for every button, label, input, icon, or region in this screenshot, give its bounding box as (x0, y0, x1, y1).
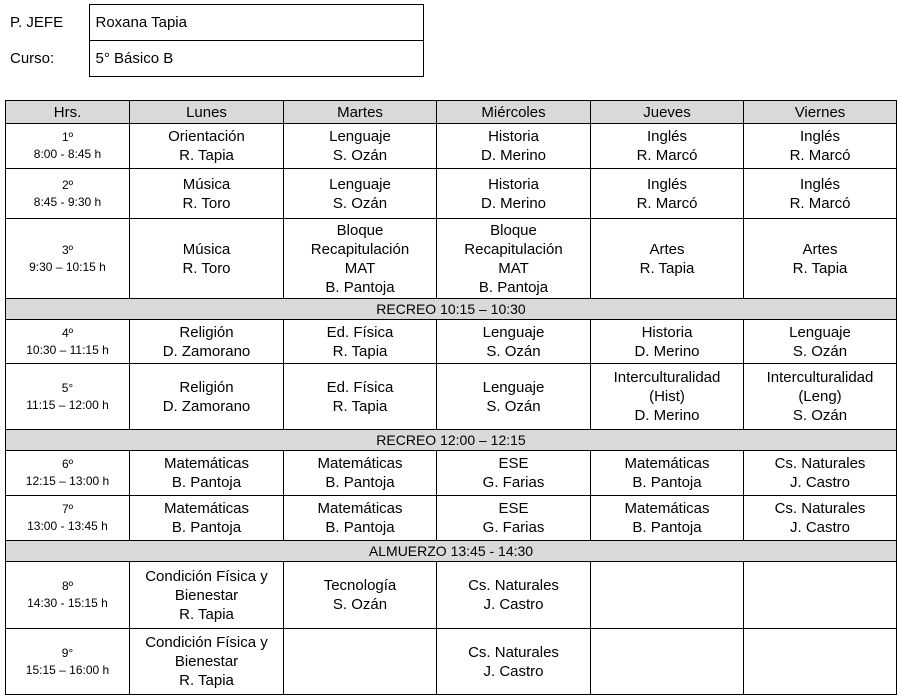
class-cell-line: S. Ozán (792, 407, 848, 424)
period-time: 15:15 – 16:00 h (25, 662, 110, 677)
class-cell-line: Cs. Naturales (774, 455, 866, 472)
class-cell-line: B. Pantoja (478, 278, 549, 296)
class-cell-line: S. Ozán (332, 596, 388, 613)
period-number: 2º (61, 177, 74, 192)
class-cell-viernes (744, 496, 897, 541)
period-time: 8:45 - 9:30 h (33, 194, 102, 209)
class-cell-line: B. Pantoja (171, 519, 242, 536)
class-cell-line: R. Marcó (789, 147, 851, 164)
class-cell-line: D. Merino (480, 194, 547, 212)
class-cell-line: MAT (344, 259, 376, 277)
class-cell-lunes (130, 219, 284, 299)
class-cell-martes (284, 124, 437, 169)
class-cell-martes (284, 451, 437, 496)
class-cell-jueves (591, 629, 744, 695)
class-cell-line: J. Castro (483, 596, 544, 613)
class-cell-line: Orientación (168, 128, 245, 145)
class-cell-line: B. Pantoja (325, 474, 395, 491)
schedule-body (6, 124, 897, 695)
class-cell-jueves (591, 562, 744, 629)
class-cell-viernes (744, 124, 897, 169)
class-cell-miercoles (437, 169, 591, 219)
class-cell-line: Ed. Física (326, 378, 394, 396)
class-cell-viernes (744, 169, 897, 219)
break-row (6, 541, 897, 562)
class-cell-line: Lenguaje (789, 323, 851, 341)
break-row (6, 299, 897, 320)
period-time-cell (6, 219, 130, 299)
class-cell-miercoles (437, 496, 591, 541)
period-time: 10:30 – 11:15 h (26, 342, 109, 357)
class-cell-line: (Leng) (798, 388, 842, 405)
class-cell-miercoles (437, 124, 591, 169)
class-cell-line: Ed. Física (326, 323, 394, 341)
class-cell-line: Bienestar (174, 653, 239, 670)
col-header-viernes: Viernes (744, 101, 897, 124)
class-cell-line: Interculturalidad (613, 369, 721, 386)
class-cell-viernes (744, 364, 897, 430)
class-cell-line: J. Castro (789, 519, 850, 536)
class-cell-martes (284, 562, 437, 629)
class-cell-miercoles (437, 364, 591, 430)
class-cell-line: B. Pantoja (171, 474, 242, 491)
break-label: RECREO 10:15 – 10:30 (6, 299, 897, 320)
class-cell-line: Cs. Naturales (468, 643, 559, 661)
period-number: 5° (61, 380, 74, 395)
period-time-cell (6, 320, 130, 364)
class-cell-line: Inglés (646, 175, 688, 193)
class-cell-line: Inglés (646, 128, 688, 145)
class-cell-line: R. Tapia (332, 397, 388, 415)
class-cell-martes (284, 364, 437, 430)
class-cell-line: R. Tapia (332, 342, 388, 360)
class-cell-miercoles (437, 629, 591, 695)
period-time: 12:15 – 13:00 h (25, 474, 110, 488)
class-cell-viernes (744, 219, 897, 299)
break-label: RECREO 12:00 – 12:15 (6, 430, 897, 451)
class-cell-lunes (130, 320, 284, 364)
class-cell-line: D. Merino (634, 342, 700, 360)
class-cell-jueves (591, 124, 744, 169)
period-time-cell (6, 496, 130, 541)
class-cell-line: Recapitulación (464, 240, 563, 258)
jefe-label: P. JEFE (10, 14, 64, 31)
period-time-cell (6, 629, 130, 695)
class-cell-viernes (744, 562, 897, 629)
class-cell-lunes (130, 169, 284, 219)
class-cell-martes (284, 629, 437, 695)
class-cell-line: Matemáticas (317, 500, 403, 517)
period-time-cell (6, 364, 130, 430)
class-cell-line: J. Castro (789, 474, 850, 491)
period-row (6, 320, 897, 364)
class-cell-line: Música (182, 240, 231, 258)
class-cell-jueves (591, 169, 744, 219)
class-cell-line: S. Ozán (332, 194, 388, 212)
class-cell-line: D. Zamorano (162, 397, 251, 415)
class-cell-miercoles (437, 451, 591, 496)
class-cell-line: R. Tapia (179, 605, 234, 623)
class-cell-line: Inglés (799, 175, 841, 193)
class-cell-jueves (591, 364, 744, 430)
class-cell-line: Cs. Naturales (468, 577, 559, 594)
class-cell-martes (284, 169, 437, 219)
class-cell-line: R. Toro (182, 259, 231, 277)
class-cell-lunes (130, 629, 284, 695)
period-number: 8º (61, 579, 74, 593)
class-cell-line: R. Marcó (789, 194, 851, 212)
class-cell-line: B. Pantoja (632, 519, 702, 536)
class-cell-line: B. Pantoja (325, 519, 395, 536)
class-cell-line: (Hist) (649, 388, 685, 405)
class-cell-jueves (591, 451, 744, 496)
class-cell-miercoles (437, 219, 591, 299)
class-cell-miercoles (437, 320, 591, 364)
header-row (6, 101, 897, 124)
period-row (6, 124, 897, 169)
class-cell-jueves (591, 320, 744, 364)
class-cell-line: Tecnología (323, 577, 397, 594)
class-cell-line: R. Tapia (792, 259, 848, 277)
period-number: 7º (61, 502, 74, 516)
class-cell-line: Historia (488, 175, 539, 193)
class-cell-line: D. Merino (634, 407, 700, 424)
class-cell-line: S. Ozán (486, 397, 541, 415)
jefe-value: Roxana Tapia (89, 5, 423, 41)
period-row (6, 219, 897, 299)
period-time: 11:15 – 12:00 h (26, 397, 109, 412)
class-cell-line: S. Ozán (792, 342, 848, 360)
class-cell-line: D. Merino (480, 147, 547, 164)
period-row (6, 496, 897, 541)
period-number: 6º (61, 457, 74, 471)
class-cell-line: Religión (179, 323, 234, 341)
class-cell-line: Lenguaje (482, 378, 545, 396)
class-cell-line: B. Pantoja (325, 278, 395, 296)
class-cell-martes (284, 496, 437, 541)
class-cell-line: Matemáticas (163, 455, 250, 472)
class-cell-line: Artes (649, 240, 685, 258)
class-cell-line: ESE (498, 455, 529, 472)
class-cell-line: Religión (179, 378, 234, 396)
class-cell-lunes (130, 496, 284, 541)
class-cell-line: S. Ozán (486, 342, 541, 360)
period-row (6, 451, 897, 496)
period-number: 4º (61, 325, 74, 340)
class-cell-line: Lenguaje (482, 323, 545, 341)
class-cell-line: G. Farias (482, 519, 545, 536)
class-cell-line: Inglés (799, 128, 841, 145)
class-cell-line: Matemáticas (624, 455, 710, 472)
break-label: ALMUERZO 13:45 - 14:30 (6, 541, 897, 562)
class-cell-line: S. Ozán (332, 147, 388, 164)
class-cell-jueves (591, 219, 744, 299)
class-cell-line: Historia (488, 128, 539, 145)
class-cell-line: MAT (498, 259, 529, 277)
class-cell-line: Recapitulación (310, 240, 410, 258)
jefe-row (4, 5, 423, 41)
period-time-cell (6, 451, 130, 496)
class-cell-line: Interculturalidad (766, 369, 874, 386)
class-cell-viernes (744, 629, 897, 695)
period-row (6, 364, 897, 430)
class-cell-line: G. Farias (482, 474, 545, 491)
class-cell-line: R. Tapia (639, 259, 695, 277)
class-cell-line: ESE (498, 500, 529, 517)
class-cell-martes (284, 320, 437, 364)
class-cell-line: Bloque (336, 221, 384, 239)
period-time: 13:00 - 13:45 h (27, 519, 108, 533)
class-cell-line: R. Tapia (179, 672, 234, 689)
class-cell-viernes (744, 451, 897, 496)
class-cell-line: D. Zamorano (162, 342, 251, 360)
class-cell-lunes (130, 451, 284, 496)
class-cell-lunes (130, 124, 284, 169)
period-time: 14:30 - 15:15 h (27, 596, 108, 610)
break-row (6, 430, 897, 451)
class-cell-line: Artes (802, 240, 838, 258)
class-cell-line: B. Pantoja (632, 474, 702, 491)
class-cell-line: Matemáticas (163, 500, 250, 517)
class-cell-line: Bienestar (174, 586, 239, 604)
curso-value: 5° Básico B (89, 41, 423, 77)
class-cell-line: J. Castro (483, 662, 544, 680)
class-cell-jueves (591, 496, 744, 541)
schedule-table (5, 100, 897, 695)
period-time: 8:00 - 8:45 h (33, 147, 102, 161)
period-row (6, 629, 897, 695)
class-cell-line: Música (182, 175, 231, 193)
class-cell-lunes (130, 562, 284, 629)
class-cell-line: Bloque (490, 221, 537, 239)
period-time-cell (6, 562, 130, 629)
class-cell-miercoles (437, 562, 591, 629)
col-header-miercoles: Miércoles (437, 101, 591, 124)
period-row (6, 562, 897, 629)
col-header-jueves: Jueves (591, 101, 744, 124)
schedule-header (6, 101, 897, 124)
period-time-cell (6, 124, 130, 169)
period-row (6, 169, 897, 219)
class-cell-line: Matemáticas (624, 500, 710, 517)
class-cell-line: R. Tapia (179, 147, 234, 164)
class-cell-line: Condición Física y (145, 634, 268, 651)
class-cell-line: Historia (641, 323, 693, 341)
class-cell-viernes (744, 320, 897, 364)
class-cell-line: Matemáticas (317, 455, 403, 472)
class-cell-lunes (130, 364, 284, 430)
class-cell-line: Lenguaje (329, 175, 391, 193)
class-cell-line: R. Marcó (636, 147, 698, 164)
period-time: 9:30 – 10:15 h (29, 259, 106, 274)
col-header-martes: Martes (284, 101, 437, 124)
class-cell-line: Condición Física y (145, 567, 268, 585)
curso-label: Curso: (10, 50, 55, 67)
header-info (4, 4, 424, 77)
class-cell-martes (284, 219, 437, 299)
col-header-lunes: Lunes (130, 101, 284, 124)
curso-row (4, 41, 423, 77)
period-number: 1º (61, 130, 74, 144)
class-cell-line: Cs. Naturales (774, 500, 866, 517)
class-cell-line: R. Toro (182, 194, 231, 212)
period-number: 3º (61, 242, 74, 257)
col-header-hrs: Hrs. (6, 101, 130, 124)
class-cell-line: R. Marcó (636, 194, 698, 212)
class-cell-line: Lenguaje (329, 128, 391, 145)
period-number: 9° (61, 645, 74, 660)
period-time-cell (6, 169, 130, 219)
